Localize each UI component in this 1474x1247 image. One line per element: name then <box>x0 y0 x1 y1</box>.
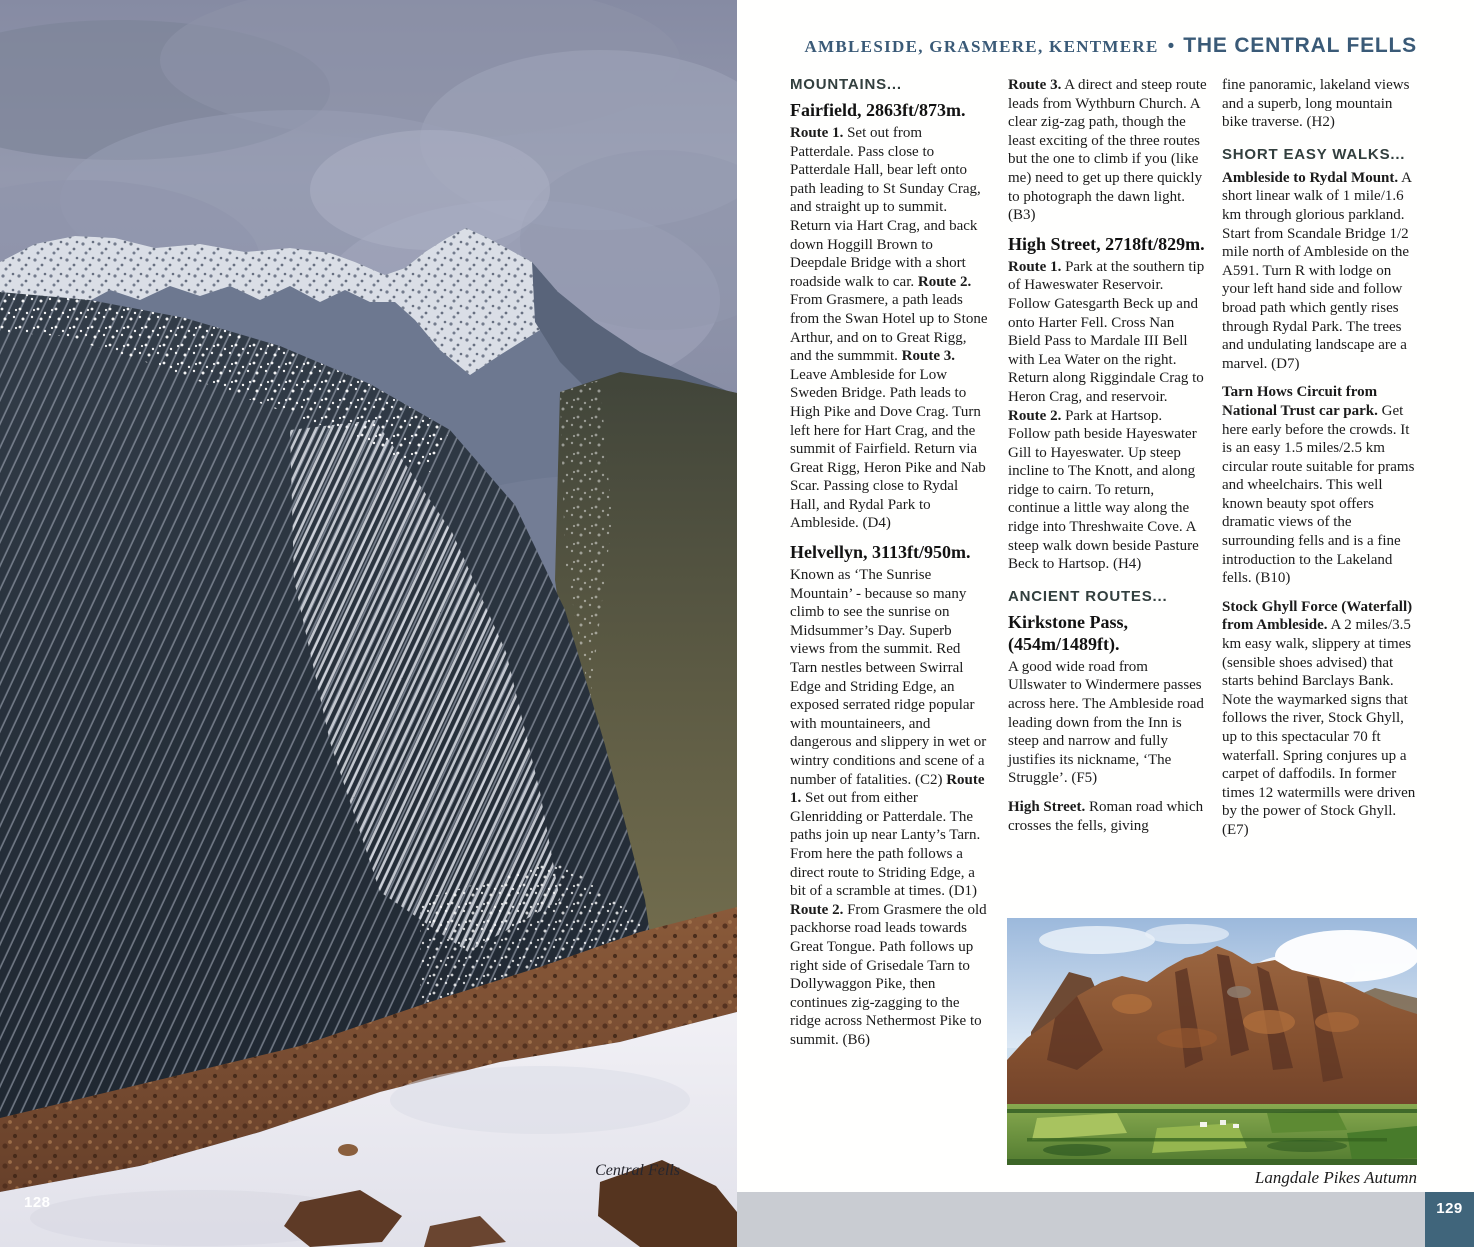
paragraph: Stock Ghyll Force (Waterfall) from Ambleside. A 2 miles/3.5 km easy walk, slippery at times (sensible shoes advised) that starts behind Barclays Bank. Note the waymarked signs that follows the river, Stock Ghyll, up to this spectacular 70 ft waterfall. Spring conjures up a carpet of daffodils. In former times 12 watermills were driven by the power of Stock Ghyll. (E7) <box>1222 598 1416 838</box>
paragraph: Tarn Hows Circuit from National Trust car park. Get here early before the crowds. It is an easy 1.5 miles/2.5 km circular route suitable for prams and wheelchairs. This well known beauty spot offers dramatic views of the surrounding fells and is a fine introduction to the Lakeland fells. (B10) <box>1222 384 1415 587</box>
left-photo-caption: Central Fells <box>595 1162 680 1179</box>
paragraph: Known as ‘The Sunrise Mountain’ - because so many climb to see the sunrise on Midsummer’s Day. Superb views from the summit. Red Tarn nestles between Swirral Edge and Striding Edge, an exposed serrated ridge popular with mountaineers, and dangerous and slippery in wet or wintry conditions and scene of a number of fatalities. (C2) Route 1. Set out from either Glenridding or Patterdale. The paths join up near Lanty’s Tarn. From here the path follows a direct route to Striding Edge, a bit of a scramble at times. (D1) Route 2. From Grasmere the old packhorse road leads towards Great Tongue. Path follows up right side of Grisedale Tarn to Dollywaggon Pike, then continues zig-zagging to the ridge across Nethermost Pike to summit. (B6) <box>790 567 987 1048</box>
header-subtitle: AMBLESIDE, GRASMERE, KENTMERE <box>804 37 1159 56</box>
paragraph: Route 1. Set out from Patterdale. Pass close to Patterdale Hall, bear left onto path leading to St Sunday Crag, and straight up to summit. Return via Hart Crag, and back down Hoggill Brown to Deepdale Bridge with a short roadside walk to car. Route 2. From Grasmere, a path leads from the Swan Hotel up to Stone Arthur, and on to Great Rigg, and the summmit. Route 3. Leave Ambleside for Low Sweden Bridge. Path leads to High Pike and Dove Crag. Turn left here for Hart Crag, and the summit of Fairfield. Return via Great Rigg, Heron Pike and Nab Scar. Passing close to Rydal Hall, and Rydal Park to Ambleside. (D4) <box>790 125 988 532</box>
right-page-number-block <box>1425 1192 1474 1247</box>
right-page <box>737 0 1474 1247</box>
text-column-2 <box>1008 76 1207 835</box>
entry-subheading: Kirkstone Pass, (454m/1489ft). <box>1008 611 1129 654</box>
paragraph: Route 3. A direct and steep route leads from Wythburn Church. A clear zig-zag path, though the least exciting of the three routes but the one to climb if you (like me) need to get up there quickly to photograph the dawn light. (B3) <box>1008 77 1207 224</box>
entry-subheading: Helvellyn, 3113ft/950m. <box>790 542 971 563</box>
header-separator-bullet: • <box>1167 36 1175 57</box>
text-column-3 <box>1222 76 1421 840</box>
left-page-number: 128 <box>24 1194 51 1211</box>
paragraph: High Street. Roman road which crosses the fells, giving <box>1008 799 1204 834</box>
langdale-pikes-photo-art <box>1007 918 1417 1165</box>
page-header <box>804 34 1417 58</box>
header-title: THE CENTRAL FELLS <box>1183 34 1417 57</box>
right-photo-caption: Langdale Pikes Autumn <box>1254 1168 1417 1187</box>
paragraph: fine panoramic, lakeland views and a superb, long mountain bike traverse. (H2) <box>1222 77 1410 131</box>
paragraph: Ambleside to Rydal Mount. A short linear walk of 1 mile/1.6 km through glorious parkland. Start from Scandale Bridge 1/2 mile north of Ambleside on the A591. Turn R with lodge on your left hand side and follow broad path which gently rises through Rydal Park. The trees and undulating landscape are a marvel. (D7) <box>1222 169 1412 372</box>
langdale-pikes-photo <box>1007 918 1417 1165</box>
paragraph: A good wide road from Ullswater to Windermere passes across here. The Ambleside road leading down from the Inn is steep and narrow and fully justifies its nickname, ‘The Struggle’. (F5) <box>1008 658 1204 787</box>
entry-subheading: High Street, 2718ft/829m. <box>1008 233 1205 254</box>
footer-bar <box>737 1192 1425 1247</box>
entry-subheading: Fairfield, 2863ft/873m. <box>790 100 966 120</box>
paragraph: Route 1. Park at the southern tip of Haweswater Reservoir. Follow Gatesgarth Beck up and onto Harter Fell. Cross Nan Bield Pass to Mardale III Bell with Lea Water on the right. Return along Riggindale Crag to Heron Crag, and reservoir. Route 2. Park at Hartsop. Follow path beside Hayeswater Gill to Hayeswater. Up steep incline to The Knott, and along ridge to cairn. To return, continue a little way along the ridge into Threshwaite Cove. A steep walk down beside Pasture Beck to Hartsop. (H4) <box>1008 258 1205 573</box>
section-heading: SHORT EASY WALKS... <box>1222 145 1406 163</box>
right-page-number: 129 <box>1436 1200 1463 1217</box>
text-column-1 <box>790 76 989 1050</box>
section-heading: ANCIENT ROUTES... <box>1008 587 1168 605</box>
section-heading: MOUNTAINS... <box>790 76 902 93</box>
